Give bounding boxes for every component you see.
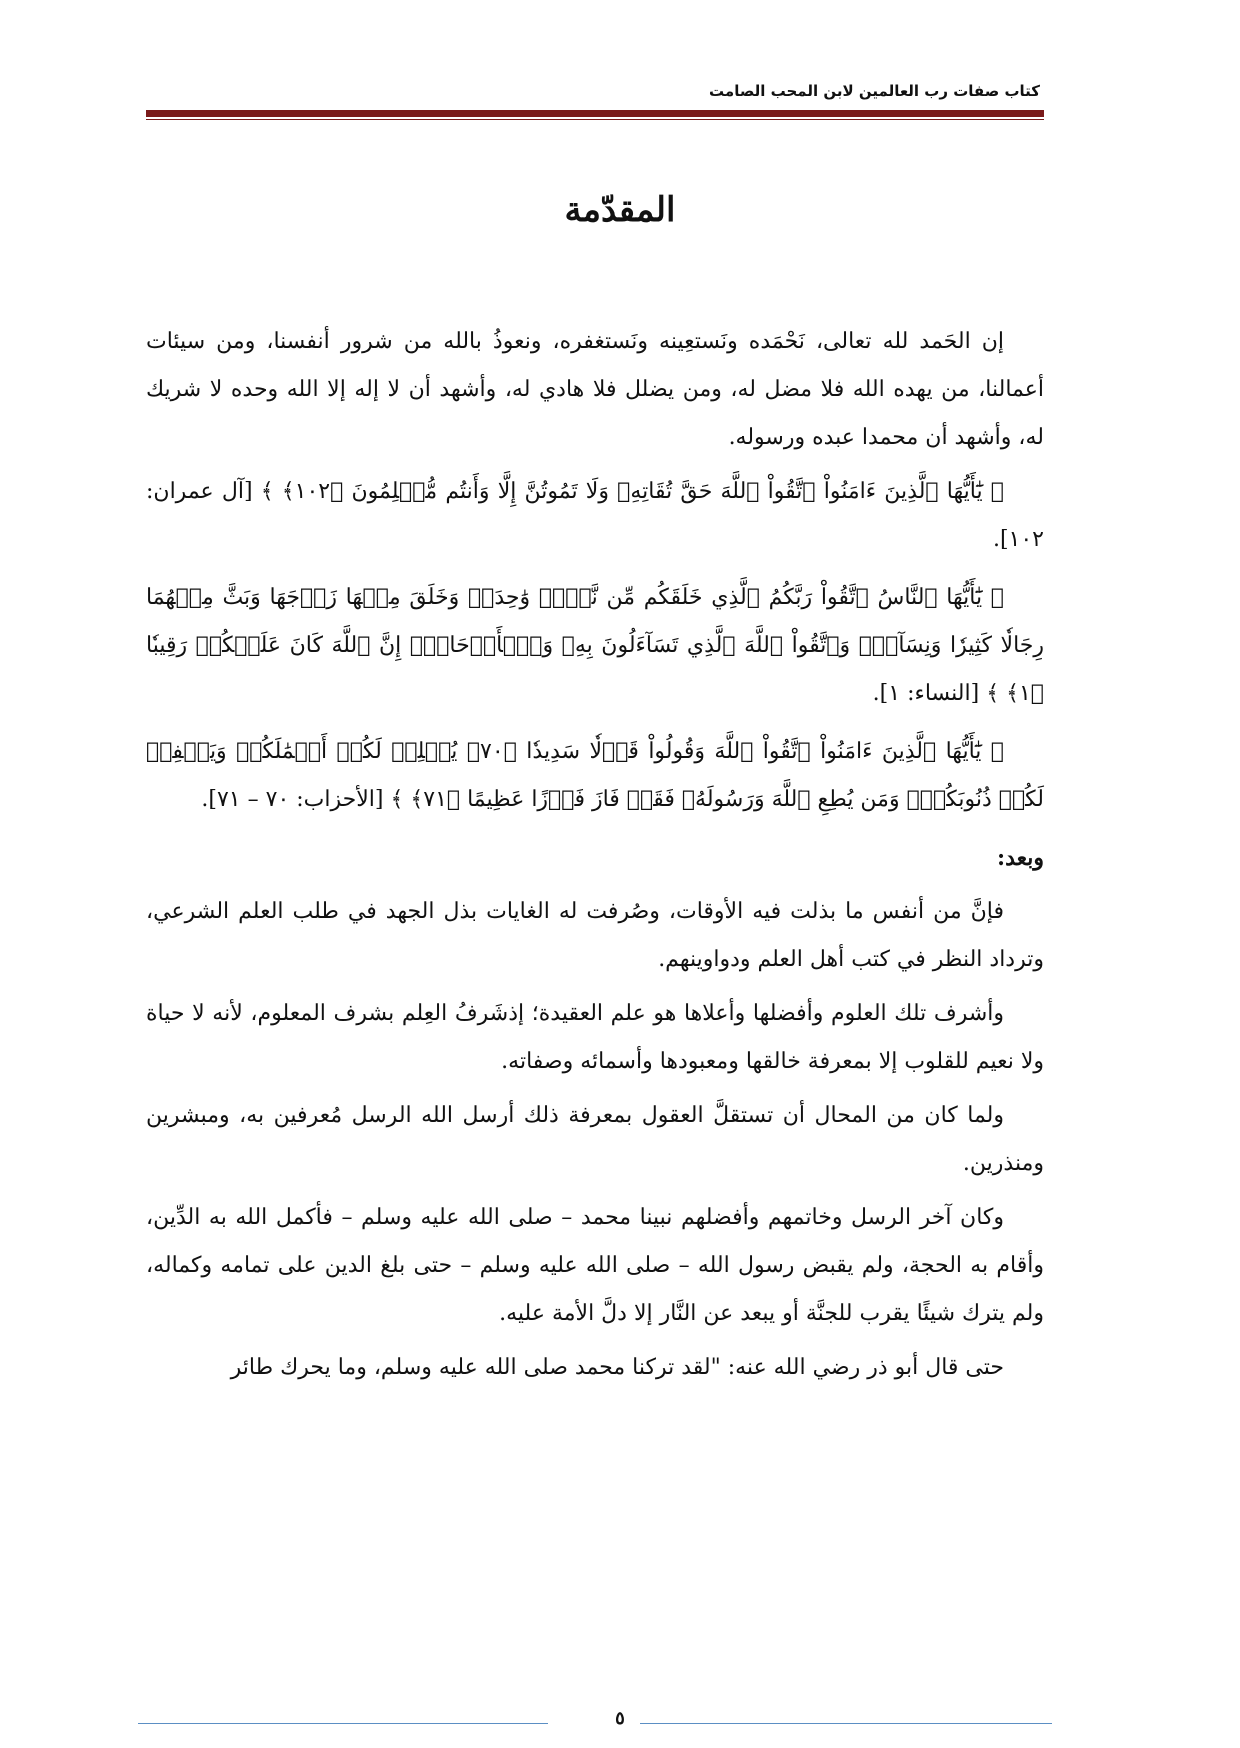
running-header-title: كتاب صفات رب العالمين لابن المحب الصامت bbox=[709, 82, 1040, 100]
paragraph-prophet: وكان آخر الرسل وخاتمهم وأفضلهم نبينا محمد – صلى الله عليه وسلم – فأكمل الله به الدِّين، وأقام به الحجة، ولم يقبض رسول الله – صلى الله عليه وسلم – حتى بلغ الدين على تمامه وكماله، ولم يترك شيئًا يقرب للجنَّة أو يبعد عن النَّار إلا دلَّ الأمة عليه. bbox=[146, 1205, 1045, 1326]
section-title: المقدّمة bbox=[564, 190, 676, 230]
wa-bad-heading: وبعد: bbox=[996, 845, 1044, 871]
page-number: ٥ bbox=[615, 1708, 625, 1729]
header-rule-thick bbox=[146, 110, 1044, 117]
verse-al-imran: ﴿ يَٰٓأَيُّهَا ٱلَّذِينَ ءَامَنُواْ ٱتَّقُواْ ٱللَّهَ حَقَّ تُقَاتِهِۦ وَلَا تَمُوتُنَّ إِلَّا وَأَنتُم مُّسۡلِمُونَ ﴿١٠٢﴾ ﴾ [آل عمران: ١٠٢]. bbox=[146, 479, 1044, 552]
footer-line-right bbox=[640, 1723, 1052, 1724]
paragraph-knowledge: فإنَّ من أنفس ما بذلت فيه الأوقات، وصُرفت له الغايات بذل الجهد في طلب العلم الشرعي، وترداد النظر في كتب أهل العلم ودواوينهم. bbox=[146, 899, 1044, 972]
verse-al-ahzab: ﴿ يَٰٓأَيُّهَا ٱلَّذِينَ ءَامَنُواْ ٱتَّقُواْ ٱللَّهَ وَقُولُواْ قَوۡلٗا سَدِيدٗا ﴿٧٠﴾ يُصۡلِحۡ لَكُمۡ أَعۡمَٰلَكُمۡ وَيَغۡفِرۡ لَكُمۡ ذُنُوبَكُمۡۗ وَمَن يُطِعِ ٱللَّهَ وَرَسُولَهُۥ فَقَدۡ فَازَ فَوۡزًا عَظِيمًا ﴿٧١﴾ ﴾ [الأحزاب: ٧٠ – ٧١]. bbox=[146, 739, 1044, 812]
paragraph-messengers: ولما كان من المحال أن تستقلَّ العقول بمعرفة ذلك أرسل الله الرسل مُعرفين به، ومبشرين ومنذرين. bbox=[146, 1103, 1044, 1176]
verse-an-nisa: ﴿ يَٰٓأَيُّهَا ٱلنَّاسُ ٱتَّقُواْ رَبَّكُمُ ٱلَّذِي خَلَقَكُم مِّن نَّفۡسٖ وَٰحِدَةٖ وَخَلَقَ مِنۡهَا زَوۡجَهَا وَبَثَّ مِنۡهُمَا رِجَالٗا كَثِيرٗا وَنِسَآءٗۚ وَٱتَّقُواْ ٱللَّهَ ٱلَّذِي تَسَآءَلُونَ بِهِۦ وَٱلۡأَرۡحَامَۚ إِنَّ ٱللَّهَ كَانَ عَلَيۡكُمۡ رَقِيبٗا ﴿١﴾ ﴾ [النساء: ١]. bbox=[146, 585, 1044, 706]
paragraph-abu-dharr: حتى قال أبو ذر رضي الله عنه: "لقد تركنا محمد صلى الله عليه وسلم، وما يحرك طائر bbox=[230, 1355, 1004, 1380]
body-text bbox=[146, 318, 1044, 1398]
paragraph-opening: إن الحَمد لله تعالى، نَحْمَده ونَستعِينه ونَستغفره، ونعوذُ بالله من شرور أنفسنا، ومن سيئات أعمالنا، من يهده الله فلا مضل له، ومن يضلل فلا هادي له، وأشهد أن لا إله إلا الله وحده لا شريك له، وأشهد أن محمدا عبده ورسوله. bbox=[146, 329, 1044, 450]
paragraph-aqeedah: وأشرف تلك العلوم وأفضلها وأعلاها هو علم العقيدة؛ إذشَرفُ العِلم بشرف المعلوم، لأنه لا حياة ولا نعيم للقلوب إلا بمعرفة خالقها ومعبودها وأسمائه وصفاته. bbox=[146, 1001, 1044, 1074]
header-rule-thin bbox=[146, 119, 1044, 120]
